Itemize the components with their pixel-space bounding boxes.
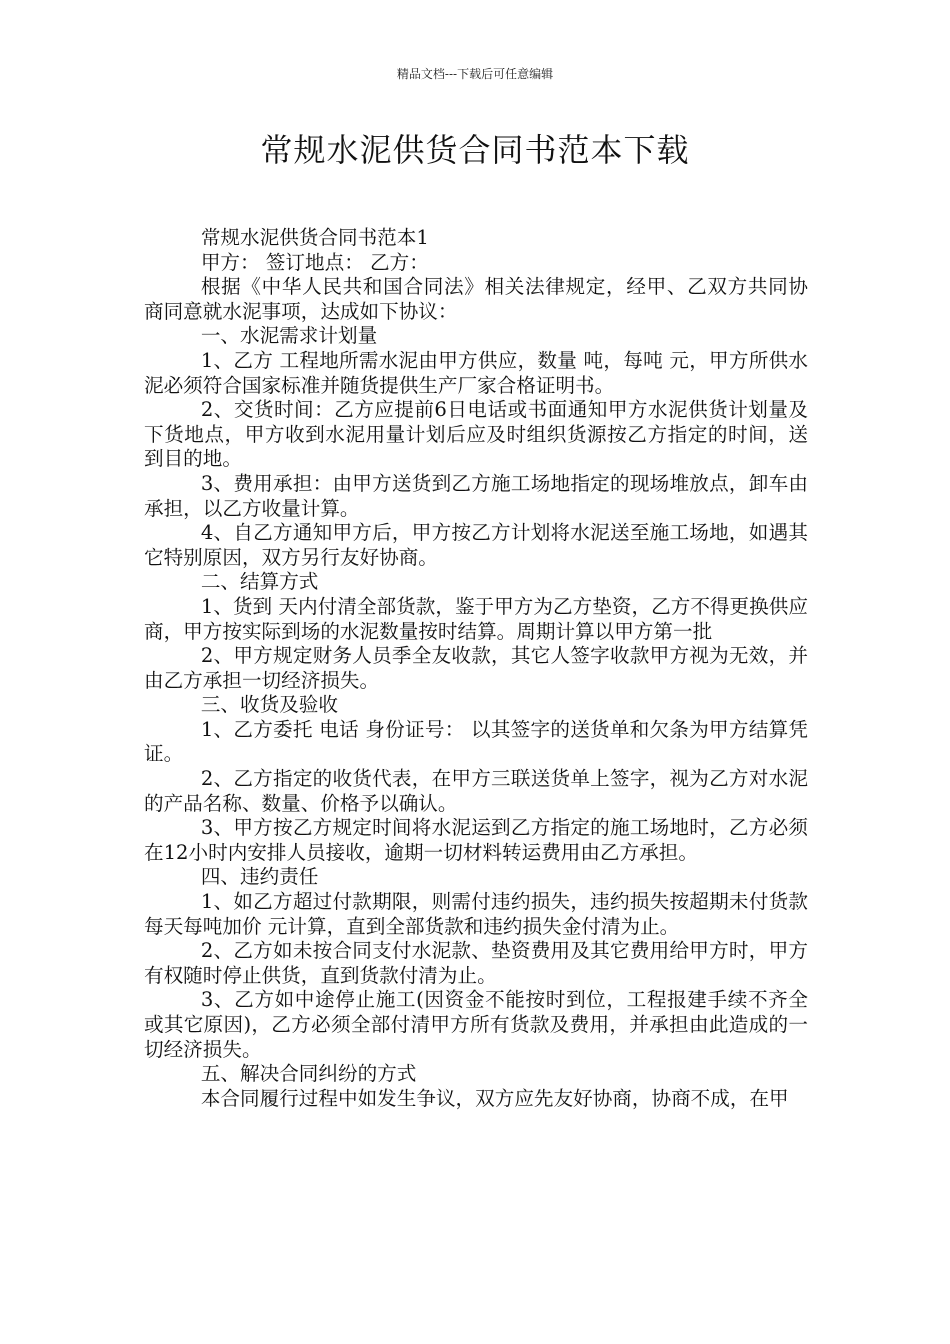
paragraph: 3、费用承担：由甲方送货到乙方施工场地指定的现场堆放点，卸车由 承担，以乙方收量计算。 (144, 471, 808, 520)
paragraph: 2、乙方如未按合同支付水泥款、垫资费用及其它费用给甲方时，甲方有权随时停止供货，直到货款付清为止。 (144, 939, 808, 987)
paragraph: 3、甲方按乙方规定时间将水泥运到乙方指定的施工场地时，乙方必须在12小时内安排人员接收，逾期一切材料转运费用由乙方承担。 (144, 816, 808, 864)
paragraph: 1、如乙方超过付款期限，则需付违约损失，违约损失按超期未付货款每天每吨加价 元计算，直到全部货款和违约损失金付清为止。 (144, 890, 808, 938)
paragraph: 3、乙方如中途停止施工(因资金不能按时到位，工程报建手续不齐全或其它原因)，乙方必须全部付清甲方所有货款及费用，并承担由此造成的一切经济损失。 (144, 988, 808, 1061)
section-heading: 三、收货及验收 (200, 693, 338, 717)
paragraph: 1、货到 天内付清全部货款，鉴于甲方为乙方垫资，乙方不得更换供应商，甲方按实际到场的水泥数量按时结算。周期计算以甲方第一批 (144, 594, 808, 643)
page-header: 精品文档---下载后可任意编辑 (396, 67, 554, 81)
paragraph: 4、自乙方通知甲方后，甲方按乙方计划将水泥送至施工场地，如遇其它特别原因，双方另行友好协商。 (144, 521, 808, 569)
document-body (144, 226, 808, 1111)
section-heading: 二、结算方式 (200, 570, 319, 594)
section-subtitle: 常规水泥供货合同书范本1 (200, 226, 429, 249)
paragraph: 2、甲方规定财务人员季全友收款，其它人签字收款甲方视为无效，并由乙方承担一切经济损失。 (144, 644, 808, 692)
paragraph: 根据《中华人民共和国合同法》相关法律规定，经甲、乙双方共同协商同意就水泥事项，达成如下协议： (144, 275, 808, 323)
paragraph: 2、乙方指定的收货代表，在甲方三联送货单上签字，视为乙方对水泥的产品名称、数量、价格予以确认。 (144, 767, 808, 815)
paragraph: 2、交货时间：乙方应提前6日电话或书面通知甲方水泥供货计划量及下货地点，甲方收到水泥用量计划后应及时组织货源按乙方指定的时间，送到目的地。 (144, 398, 808, 471)
paragraph: 1、乙方 工程地所需水泥由甲方供应，数量 吨，每吨 元，甲方所供水泥必须符合国家标准并随货提供生产厂家合格证明书。 (144, 348, 808, 397)
parties-line: 甲方： 签订地点： 乙方： (200, 250, 429, 274)
paragraph: 本合同履行过程中如发生争议，双方应先友好协商，协商不成，在甲 (200, 1086, 789, 1110)
paragraph: 1、乙方委托 电话 身份证号： 以其签字的送货单和欠条为甲方结算凭证。 (144, 717, 808, 766)
document-title: 常规水泥供货合同书范本下载 (260, 131, 690, 169)
section-heading: 五、解决合同纠纷的方式 (200, 1062, 417, 1086)
section-heading: 一、水泥需求计划量 (200, 324, 378, 348)
section-heading: 四、违约责任 (200, 865, 319, 889)
